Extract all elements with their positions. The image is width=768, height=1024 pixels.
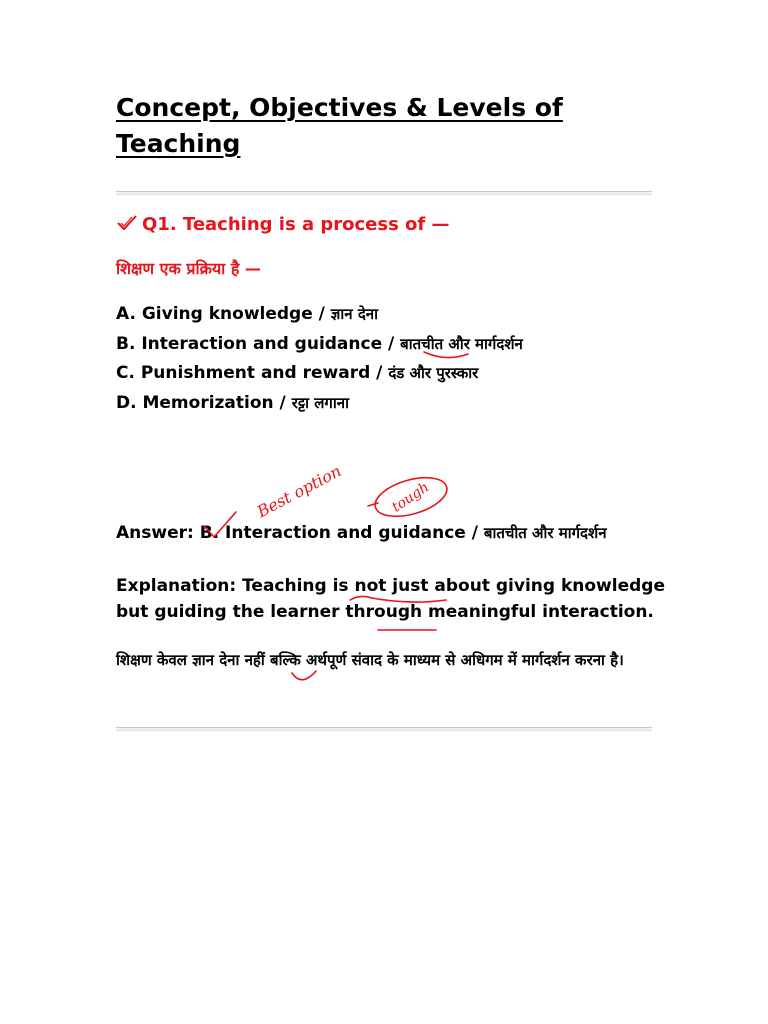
answer-block	[116, 521, 636, 545]
page-title: Concept, Objectives & Levels of Teaching	[116, 93, 563, 158]
options-list	[116, 300, 523, 418]
option-c-hi: दंड और पुरस्कार	[388, 364, 479, 382]
option-a	[116, 300, 523, 330]
note-tough-text: tough	[389, 479, 433, 516]
circle-tough	[371, 470, 452, 523]
question-text-en: Q1. Teaching is a process of —	[142, 214, 450, 235]
explanation-en: Explanation: Teaching is not just about giving knowledge but guiding the learner through meaningful interaction.	[116, 576, 665, 622]
option-a-en: A. Giving knowledge /	[116, 304, 331, 324]
note-tough	[389, 479, 432, 515]
option-d-hi: रट्टा लगाना	[291, 393, 349, 412]
option-a-hi: ज्ञान देना	[330, 305, 379, 323]
check-mark-icon	[116, 213, 138, 233]
option-c	[116, 359, 523, 389]
option-b	[116, 330, 523, 360]
divider-top	[116, 191, 652, 195]
option-c-en: C. Punishment and reward /	[116, 363, 389, 383]
question-text-hi: शिक्षण एक प्रक्रिया है —	[116, 259, 261, 278]
question-heading	[116, 212, 450, 238]
circle-tough-tail	[368, 503, 378, 506]
option-b-en: B. Interaction and guidance /	[116, 333, 401, 354]
option-b-hi: बातचीत और मार्गदर्शन	[400, 334, 523, 353]
answer-text-en: Answer: B. Interaction and guidance /	[116, 523, 484, 543]
note-best-option-text: Best option	[253, 461, 345, 522]
option-d-en: D. Memorization /	[116, 392, 292, 413]
note-best-option	[253, 461, 344, 522]
explanation-hi: शिक्षण केवल ज्ञान देना नहीं बल्कि अर्थपूर्ण संवाद के माध्यम से अधिगम में मार्गदर्शन करना है।	[116, 651, 624, 669]
divider-bottom	[116, 727, 652, 731]
tick-mark-hi	[292, 671, 316, 680]
answer-text-hi: बातचीत और मार्गदर्शन	[483, 524, 607, 542]
option-d	[116, 389, 523, 419]
